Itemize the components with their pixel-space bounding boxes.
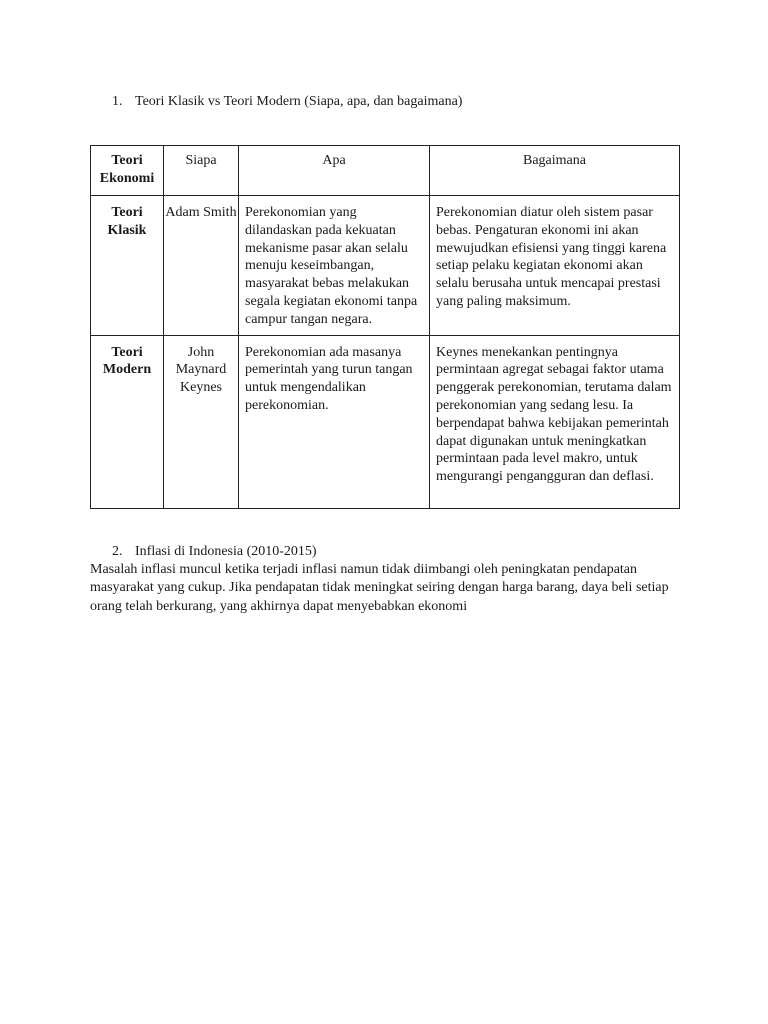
- section-1-number: 1.: [112, 94, 123, 109]
- table-row: [91, 196, 680, 336]
- cell-apa: Perekonomian ada masanya pemerintah yang turun tangan untuk mengendalikan perekonomian.: [239, 335, 430, 508]
- inflation-paragraph: Masalah inflasi muncul ketika terjadi inflasi namun tidak diimbangi oleh peningkatan pendapatan masyarakat yang cukup. Jika pendapatan tidak meningkat seiring dengan harga barang, daya beli setiap orang telah berkurang, yang akhirnya dapat menyebabkan ekonomi: [90, 562, 669, 614]
- cell-teori: Teori Klasik: [91, 196, 164, 336]
- table-row: [91, 335, 680, 508]
- header-bagaimana: Bagaimana: [430, 146, 680, 196]
- section-1-title: Teori Klasik vs Teori Modern (Siapa, apa, dan bagaimana): [135, 94, 463, 109]
- section-2-number: 2.: [112, 544, 123, 559]
- cell-bagaimana: Keynes menekankan pentingnya permintaan agregat sebagai faktor utama penggerak perekonomian, terutama dalam perekonomian yang sedang lesu. Ia berpendapat bahwa kebijakan pemerintah dapat digunakan untuk meningkatkan permintaan pada level makro, untuk mengurangi pengangguran dan deflasi.: [430, 335, 680, 508]
- header-teori-ekonomi: Teori Ekonomi: [91, 146, 164, 196]
- section-2-heading: [112, 543, 317, 561]
- cell-teori: Teori Modern: [91, 335, 164, 508]
- header-apa: Apa: [239, 146, 430, 196]
- section-2-title: Inflasi di Indonesia (2010-2015): [135, 544, 317, 559]
- economic-theory-table: [90, 145, 680, 509]
- cell-siapa: Adam Smith: [164, 196, 239, 336]
- cell-siapa: John Maynard Keynes: [164, 335, 239, 508]
- header-siapa: Siapa: [164, 146, 239, 196]
- cell-bagaimana: Perekonomian diatur oleh sistem pasar bebas. Pengaturan ekonomi ini akan mewujudkan efisiensi yang tinggi karena setiap pelaku kegiatan ekonomi akan selalu berusaha untuk mencapai prestasi yang paling maksimum.: [430, 196, 680, 336]
- cell-apa: Perekonomian yang dilandaskan pada kekuatan mekanisme pasar akan selalu menuju keseimbangan, masyarakat bebas melakukan segala kegiatan ekonomi tanpa campur tangan negara.: [239, 196, 430, 336]
- section-1-heading: [112, 93, 462, 111]
- table-header-row: [91, 146, 680, 196]
